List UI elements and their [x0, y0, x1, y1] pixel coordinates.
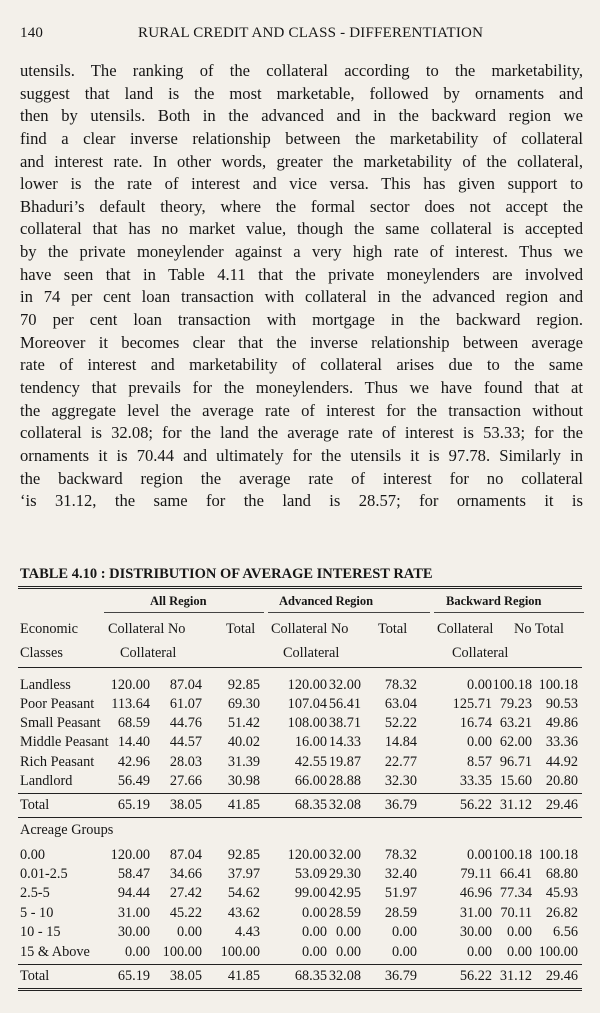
table-cell: 29.46 [545, 968, 578, 984]
table-cell: 32.30 [384, 773, 417, 789]
table-cell: 27.66 [169, 773, 202, 789]
table-bottom-rule [18, 988, 582, 991]
table-cell: 125.71 [452, 696, 492, 712]
table-cell: 6.56 [552, 924, 578, 940]
table-cell: 28.59 [384, 905, 417, 921]
table-cell: 44.92 [545, 754, 578, 770]
table-top-rule [18, 586, 582, 589]
table-cell: 0.00 [391, 944, 417, 960]
table-cell: 8.57 [466, 754, 492, 770]
table-cell: 30.00 [459, 924, 492, 940]
table-cell: 38.71 [328, 715, 361, 731]
table-cell: 96.71 [499, 754, 532, 770]
table-cell: 38.05 [169, 968, 202, 984]
table-cell: 52.22 [384, 715, 417, 731]
table-cell: 54.62 [227, 885, 260, 901]
table-cell: 78.32 [384, 677, 417, 693]
table-cell: 32.40 [384, 866, 417, 882]
table-cell: 0.00 [335, 944, 361, 960]
table-cell: 0.00 [506, 924, 532, 940]
running-title: RURAL CREDIT AND CLASS - DIFFERENTIATION [138, 25, 484, 41]
row-label: 0.01-2.5 [20, 866, 68, 882]
body-line: collateral that has no market value, though the same collateral is accepted [20, 219, 583, 239]
table-cell: 0.00 [466, 847, 492, 863]
column-header: Collateral [283, 645, 340, 661]
body-line: utensils. The ranking of the collateral according to the marketability, [20, 61, 583, 80]
table-cell: 120.00 [287, 847, 327, 863]
table-cell: 29.46 [545, 797, 578, 813]
table-cell: 69.30 [227, 696, 260, 712]
table-cell: 62.00 [499, 734, 532, 750]
row-label: Landlord [20, 773, 73, 789]
row-label: Landless [20, 677, 71, 693]
table-cell: 120.00 [110, 847, 150, 863]
section-label: Acreage Groups [20, 822, 114, 838]
group-header-all-region: All Region [150, 594, 207, 608]
page-number: 140 [20, 25, 44, 41]
table-cell: 56.41 [328, 696, 361, 712]
table-cell: 29.30 [328, 866, 361, 882]
table-cell: 56.49 [117, 773, 150, 789]
column-header: No Total [514, 621, 564, 637]
body-line: the backward region the average rate of interest for no collateral [20, 468, 583, 488]
table-cell: 28.59 [328, 905, 361, 921]
table-cell: 107.04 [287, 696, 327, 712]
body-line: lower is the rate of interest and vice versa. This has given support to [20, 174, 583, 194]
table-cell: 42.96 [117, 754, 150, 770]
section-rule [18, 793, 582, 794]
table-cell: 0.00 [124, 944, 150, 960]
table-cell: 56.22 [459, 797, 492, 813]
table-cell: 32.00 [328, 677, 361, 693]
table-cell: 66.41 [499, 866, 532, 882]
table-cell: 68.59 [117, 715, 150, 731]
body-line: Moreover it becomes clear that the inverse relationship between average [20, 332, 583, 352]
body-line: ‘is 31.12, the same for the land is 28.57; for ornaments it is [20, 491, 583, 511]
group-header-advanced-region: Advanced Region [279, 594, 374, 608]
body-line: by the private moneylender against a very high rate of interest. Thus we [20, 242, 583, 262]
column-header: Classes [20, 645, 63, 661]
table-cell: 56.22 [459, 968, 492, 984]
body-line: collateral is 32.08; for the land the average rate of interest is 53.33; for the [20, 423, 583, 443]
row-label: Total [20, 797, 50, 813]
body-line: the aggregate level the average rate of interest for the transaction without [20, 400, 583, 420]
body-line: ornaments it is 70.44 and ultimately for the utensils it is 97.78. Similarly in [20, 445, 583, 465]
body-line: suggest that land is the most marketable, followed by ornaments and [20, 83, 583, 103]
body-line: Bhaduri’s default theory, where the formal sector does not accept the [20, 196, 583, 216]
column-header: Economic [20, 621, 78, 637]
row-label: 2.5-5 [20, 885, 50, 901]
table-cell: 32.00 [328, 847, 361, 863]
table-cell: 30.00 [117, 924, 150, 940]
table-cell: 33.35 [459, 773, 492, 789]
table-cell: 44.57 [169, 734, 202, 750]
table-cell: 14.84 [384, 734, 417, 750]
table-cell: 31.12 [499, 797, 532, 813]
table-cell: 43.62 [227, 905, 260, 921]
table-cell: 100.18 [538, 847, 578, 863]
table-cell: 32.08 [328, 968, 361, 984]
table-cell: 19.87 [328, 754, 361, 770]
table-cell: 58.47 [117, 866, 150, 882]
table-cell: 30.98 [227, 773, 260, 789]
table-cell: 38.05 [169, 797, 202, 813]
table-cell: 22.77 [384, 754, 417, 770]
table-cell: 44.76 [169, 715, 202, 731]
body-line: in 74 per cent loan transaction with collateral in the advanced region and [20, 287, 583, 307]
section-rule [18, 817, 582, 818]
column-header: Collateral No [271, 621, 349, 637]
table-cell: 45.22 [169, 905, 202, 921]
table-cell: 65.19 [117, 797, 150, 813]
table-cell: 92.85 [227, 677, 260, 693]
group-underline [104, 612, 264, 613]
table-cell: 42.55 [294, 754, 327, 770]
table-cell: 36.79 [384, 968, 417, 984]
group-underline [434, 612, 584, 613]
table-cell: 63.04 [384, 696, 417, 712]
table-cell: 0.00 [391, 924, 417, 940]
table-cell: 61.07 [169, 696, 202, 712]
table-cell: 28.88 [328, 773, 361, 789]
table-cell: 79.23 [499, 696, 532, 712]
table-cell: 41.85 [227, 968, 260, 984]
table-cell: 32.08 [328, 797, 361, 813]
table-cell: 0.00 [335, 924, 361, 940]
header-rule [18, 667, 582, 668]
row-label: 15 & Above [20, 944, 90, 960]
table-cell: 100.00 [162, 944, 202, 960]
body-line: then by utensils. Both in the advanced and in the backward region we [20, 106, 583, 126]
table-cell: 94.44 [117, 885, 150, 901]
table-cell: 92.85 [227, 847, 260, 863]
body-line: have seen that in Table 4.11 that the private moneylenders are involved [20, 264, 583, 284]
table-cell: 37.97 [227, 866, 260, 882]
table-cell: 53.09 [294, 866, 327, 882]
table-cell: 0.00 [466, 944, 492, 960]
table-cell: 31.12 [499, 968, 532, 984]
table-cell: 42.95 [328, 885, 361, 901]
table-cell: 79.11 [460, 866, 492, 882]
table-cell: 120.00 [287, 677, 327, 693]
table-cell: 51.42 [227, 715, 260, 731]
table-cell: 31.00 [117, 905, 150, 921]
row-label: 0.00 [20, 847, 46, 863]
table-cell: 0.00 [506, 944, 532, 960]
row-label: Poor Peasant [20, 696, 95, 712]
body-line: find a clear inverse relationship between the marketability of collateral [20, 128, 583, 148]
table-cell: 65.19 [117, 968, 150, 984]
table-cell: 46.96 [459, 885, 492, 901]
table-cell: 113.64 [111, 696, 150, 712]
table-cell: 100.18 [538, 677, 578, 693]
body-line: and interest rate. In other words, greater the marketability of the collateral, [20, 151, 583, 171]
table-cell: 14.40 [117, 734, 150, 750]
table-cell: 68.35 [294, 968, 327, 984]
table-cell: 45.93 [545, 885, 578, 901]
table-cell: 0.00 [301, 944, 327, 960]
column-header: Collateral [452, 645, 509, 661]
table-cell: 41.85 [227, 797, 260, 813]
table-cell: 20.80 [545, 773, 578, 789]
row-label: 10 - 15 [20, 924, 61, 940]
column-header: Collateral [120, 645, 177, 661]
table-cell: 16.00 [294, 734, 327, 750]
body-line: 70 per cent loan transaction with mortgage in the backward region. [20, 310, 583, 330]
table-cell: 100.18 [492, 847, 532, 863]
column-header: Collateral [437, 621, 494, 637]
group-header-backward-region: Backward Region [446, 594, 542, 608]
table-cell: 33.36 [545, 734, 578, 750]
table-cell: 100.00 [220, 944, 260, 960]
table-cell: 34.66 [169, 866, 202, 882]
table-cell: 36.79 [384, 797, 417, 813]
table-cell: 0.00 [301, 905, 327, 921]
table-cell: 90.53 [545, 696, 578, 712]
table-cell: 87.04 [169, 847, 202, 863]
table-cell: 0.00 [466, 677, 492, 693]
table-cell: 99.00 [294, 885, 327, 901]
table-cell: 87.04 [169, 677, 202, 693]
group-underline [268, 612, 430, 613]
table-cell: 40.02 [227, 734, 260, 750]
table-cell: 100.00 [538, 944, 578, 960]
table-cell: 68.35 [294, 797, 327, 813]
table-cell: 120.00 [110, 677, 150, 693]
row-label: Middle Peasant [20, 734, 109, 750]
body-line: tendency that prevails for the moneylenders. Thus we have found that at [20, 377, 583, 397]
table-cell: 15.60 [499, 773, 532, 789]
table-cell: 49.86 [545, 715, 578, 731]
table-cell: 78.32 [384, 847, 417, 863]
section-rule [18, 964, 582, 965]
table-cell: 63.21 [499, 715, 532, 731]
table-cell: 4.43 [234, 924, 260, 940]
table-cell: 66.00 [294, 773, 327, 789]
table-cell: 77.34 [499, 885, 532, 901]
table-cell: 51.97 [384, 885, 417, 901]
table-cell: 68.80 [545, 866, 578, 882]
body-line: rate of interest and marketability of collateral arises due to the same [20, 355, 583, 375]
table-cell: 27.42 [169, 885, 202, 901]
row-label: Rich Peasant [20, 754, 95, 770]
table-cell: 0.00 [466, 734, 492, 750]
row-label: Small Peasant [20, 715, 101, 731]
table-cell: 100.18 [492, 677, 532, 693]
table-cell: 16.74 [459, 715, 492, 731]
table-cell: 14.33 [328, 734, 361, 750]
table-cell: 108.00 [287, 715, 327, 731]
table-cell: 0.00 [176, 924, 202, 940]
row-label: Total [20, 968, 50, 984]
row-label: 5 - 10 [20, 905, 54, 921]
table-cell: 70.11 [500, 905, 532, 921]
table-cell: 31.00 [459, 905, 492, 921]
table-cell: 0.00 [301, 924, 327, 940]
column-header: Total [226, 621, 256, 637]
table-cell: 28.03 [169, 754, 202, 770]
column-header: Total [378, 621, 408, 637]
column-header: Collateral No [108, 621, 186, 637]
table-cell: 26.82 [545, 905, 578, 921]
table-cell: 31.39 [227, 754, 260, 770]
body-paragraph [20, 60, 583, 513]
table-title: TABLE 4.10 : DISTRIBUTION OF AVERAGE INTEREST RATE [20, 566, 433, 582]
